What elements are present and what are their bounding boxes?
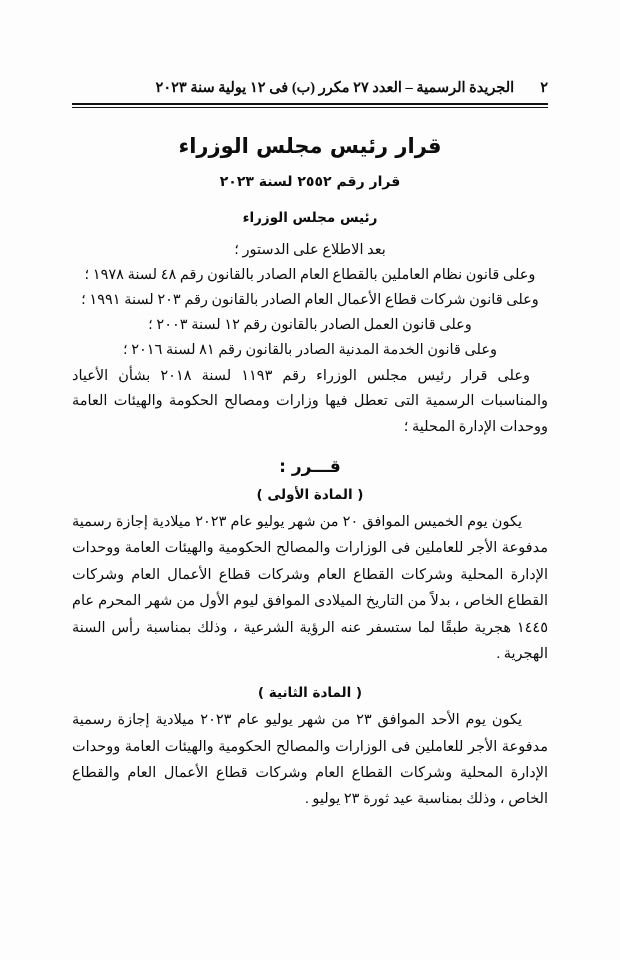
- header-divider-rule: [72, 103, 548, 108]
- page-folio-number: ٢: [540, 80, 548, 96]
- gazette-issue-line: الجريدة الرسمية – العدد ٢٧ مكرر (ب) فى ١٢ يولية سنة ٢٠٢٣: [155, 80, 515, 96]
- issuing-authority: رئيس مجلس الوزراء: [242, 210, 378, 226]
- article-two-body: يكون يوم الأحد الموافق ٢٣ من شهر يوليو عام ٢٠٢٣ ميلادية إجازة رسمية مدفوعة الأجر للعاملين فى الوزارات والمصالح الحكومية والهيئات العامة ووحدات الإدارة المحلية وشركات القطاع العام وشركات قطاع الأعمال العام والقطاع الخاص ، وذلك بمناسبة عيد ثورة ٢٣ يوليو .: [72, 712, 548, 808]
- preamble-final-citation: وعلى قرار رئيس مجلس الوزراء رقم ١١٩٣ لسنة ٢٠١٨ بشأن الأعياد والمناسبات الرسمية التى تعطل فيها وزارات ومصالح الحكومة والهيئات العامة ووحدات الإدارة المحلية ؛: [72, 367, 548, 436]
- decree-number: قرار رقم ٢٥٥٢ لسنة ٢٠٢٣: [219, 174, 401, 190]
- article-one-heading: ( المادة الأولى ): [256, 487, 364, 504]
- preamble-citation: وعلى قانون العمل الصادر بالقانون رقم ١٢ لسنة ٢٠٠٣ ؛: [148, 316, 472, 333]
- preamble-citation: وعلى قانون الخدمة المدنية الصادر بالقانون رقم ٨١ لسنة ٢٠١٦ ؛: [122, 341, 498, 358]
- decree-title: قرار رئيس مجلس الوزراء: [178, 134, 442, 158]
- preamble-citation: وعلى قانون نظام العاملين بالقطاع العام الصادر بالقانون رقم ٤٨ لسنة ١٩٧٨ ؛: [84, 266, 536, 283]
- article-one-body: يكون يوم الخميس الموافق ٢٠ من شهر يوليو عام ٢٠٢٣ ميلادية إجازة رسمية مدفوعة الأجر للعاملين فى الوزارات والمصالح الحكومية والهيئات العامة ووحدات الإدارة المحلية وشركات القطاع العام وشركات قطاع الأعمال العام وشركات القطاع الخاص ، بدلاً من التاريخ الميلادى الموافق ليوم الأول من شهر المحرم عام ١٤٤٥ هجرية طبقًا لما ستسفر عنه الرؤية الشرعية ، وذلك بمناسبة رأس السنة الهجرية .: [72, 514, 548, 662]
- article-one: [72, 487, 548, 667]
- running-header: [72, 0, 548, 97]
- article-two-heading: ( المادة الثانية ): [257, 685, 363, 702]
- preamble-citation: وعلى قانون شركات قطاع الأعمال العام الصادر بالقانون رقم ٢٠٣ لسنة ١٩٩١ ؛: [81, 291, 539, 308]
- preamble-intro: بعد الاطلاع على الدستور ؛: [234, 242, 386, 258]
- preamble-section: [72, 238, 548, 441]
- resolved-label: قـــرر :: [279, 457, 341, 478]
- section-spacer: [72, 667, 548, 675]
- article-two: [72, 685, 548, 813]
